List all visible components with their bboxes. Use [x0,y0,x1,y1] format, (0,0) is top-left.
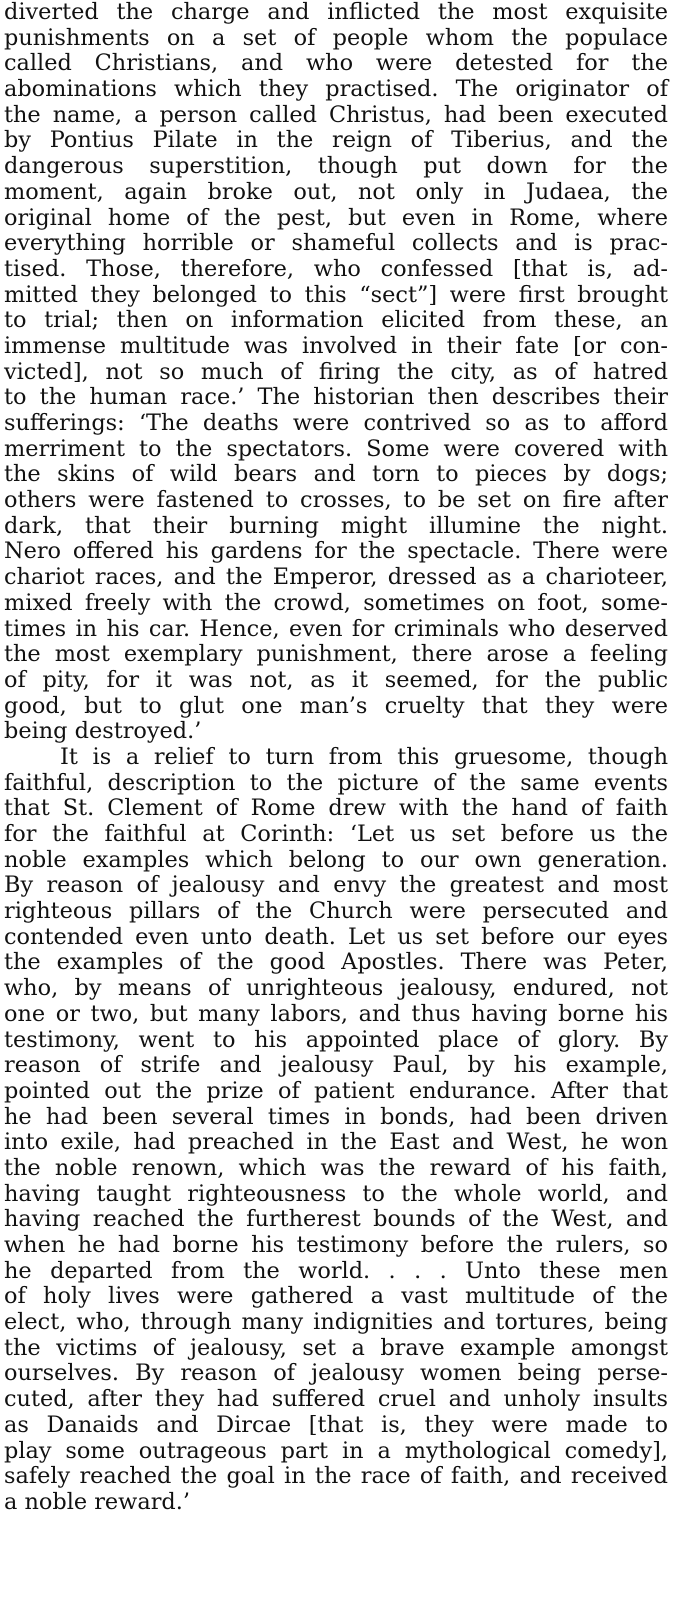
text-line: contended even unto death. Let us set before our eyes [4,923,668,950]
paragraph-clement [4,745,668,1516]
text-line: having reached the furtherest bounds of the West, and [4,1206,668,1233]
text-line: punishments on a set of people whom the populace [4,24,668,51]
text-line: to the human race.’ The historian then describes their [4,384,668,411]
text-line: dangerous superstition, though put down for the [4,153,668,180]
text-line: chariot races, and the Emperor, dressed as a charioteer, [4,564,668,591]
text-line: sufferings: ‘The deaths were contrived so as to afford [4,410,668,436]
text-line: called Christians, and who were detested for the [4,50,668,77]
text-line: mixed freely with the crowd, sometimes on foot, some- [4,589,668,616]
text-line: he departed from the world. . . . Unto these men [4,1257,668,1284]
text-line: one or two, but many labors, and thus having borne his [4,1000,668,1027]
text-line: the most exemplary punishment, there arose a feeling [4,641,668,668]
text-line: safely reached the goal in the race of faith, and received [4,1463,668,1490]
text-line: cuted, after they had suffered cruel and unholy insults [4,1386,668,1413]
paragraph-tacitus [4,0,668,745]
text-line: play some outrageous part in a mythological comedy], [4,1437,668,1464]
text-line: the victims of jealousy, set a brave example amongst [4,1334,668,1361]
text-line: of holy lives were gathered a vast multitude of the [4,1283,668,1310]
text-line: dark, that their burning might illumine the night. [4,512,668,539]
text-line: By reason of jealousy and envy the greatest and most [4,872,668,899]
text-line: that St. Clement of Rome drew with the hand of faith [4,795,668,822]
text-line: ourselves. By reason of jealousy women being perse- [4,1360,668,1387]
text-line: original home of the pest, but even in Rome, where [4,204,668,231]
text-line: into exile, had preached in the East and West, he won [4,1129,668,1156]
text-line: for the faithful at Corinth: ‘Let us set before us the [4,821,668,847]
text-line: diverted the charge and inflicted the most exquisite [4,0,668,25]
text-line: immense multitude was involved in their fate [or con- [4,332,668,359]
text-line: tised. Those, therefore, who confessed [that is, ad- [4,255,668,282]
text-line: everything horrible or shameful collects and is prac- [4,230,668,257]
text-line: he had been several times in bonds, had been driven [4,1103,668,1130]
text-line: the name, a person called Christus, had been executed [4,101,668,128]
text-line: of pity, for it was not, as it seemed, for the public [4,666,668,693]
text-line: abominations which they practised. The originator of [4,76,668,103]
text-line: being destroyed.’ [4,718,202,745]
text-line: by Pontius Pilate in the reign of Tiberius, and the [4,127,668,154]
text-line: Nero offered his gardens for the spectacle. There were [4,538,668,565]
text-line: good, but to glut one man’s cruelty that they were [4,692,668,719]
text-line: others were fastened to crosses, to be set on fire after [4,487,668,514]
text-line: noble examples which belong to our own generation. [4,846,668,873]
text-line: faithful, description to the picture of the same events [4,769,668,796]
text-line: the noble renown, which was the reward of his faith, [4,1154,668,1181]
text-line: when he had borne his testimony before the rulers, so [4,1232,668,1258]
text-line: having taught righteousness to the whole world, and [4,1180,668,1207]
text-line: righteous pillars of the Church were persecuted and [4,898,668,925]
text-line: times in his car. Hence, even for criminals who deserved [4,615,668,642]
text-line: victed], not so much of firing the city, as of hatred [4,358,668,385]
text-line: testimony, went to his appointed place of glory. By [4,1026,668,1053]
text-line: who, by means of unrighteous jealousy, endured, not [4,975,668,1002]
text-line: elect, who, through many indignities and tortures, being [4,1309,668,1336]
text-line: a noble reward.’ [4,1488,190,1515]
text-line: reason of strife and jealousy Paul, by his example, [4,1052,668,1079]
text-line: to trial; then on information elicited from these, an [4,307,668,334]
text-line: the examples of the good Apostles. There was Peter, [4,949,668,976]
text-line: the skins of wild bears and torn to pieces by dogs; [4,461,668,488]
text-line: moment, again broke out, not only in Judaea, the [4,178,668,205]
text-line: as Danaids and Dircae [that is, they were made to [4,1411,668,1438]
text-line: It is a relief to turn from this gruesome, though [60,743,668,770]
text-line: merriment to the spectators. Some were covered with [4,435,668,462]
document-page [4,0,668,1516]
text-line: pointed out the prize of patient endurance. After that [4,1077,668,1104]
text-line: mitted they belonged to this “sect”] were first brought [4,281,668,308]
